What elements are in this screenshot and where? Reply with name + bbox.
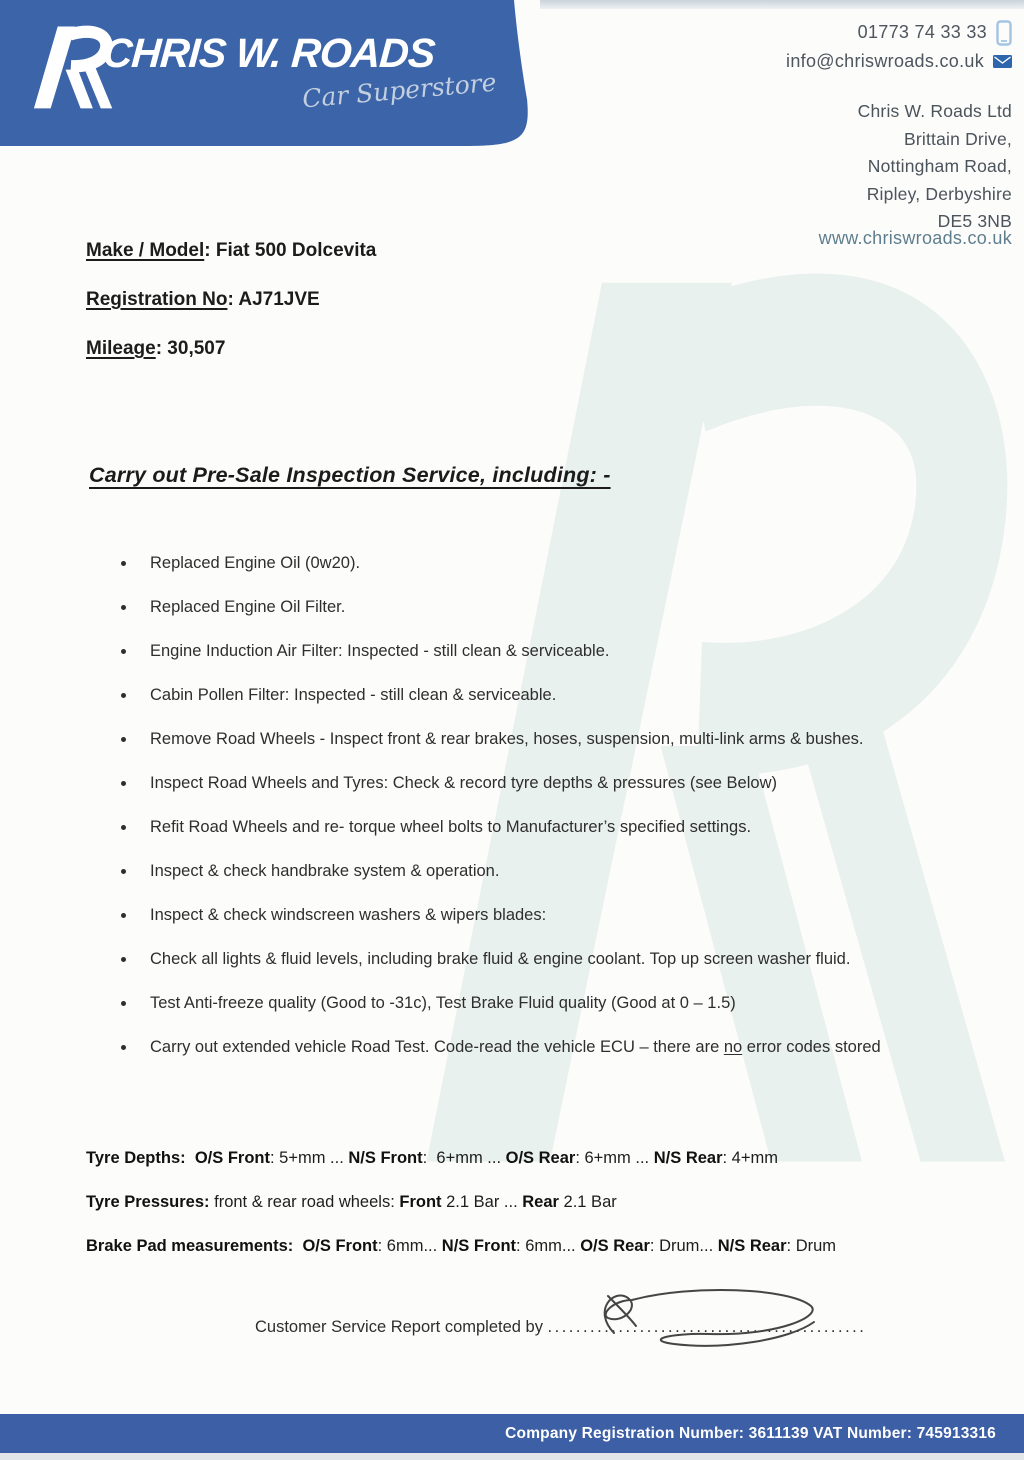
footer-bar xyxy=(0,1414,1024,1453)
list-item: Replaced Engine Oil Filter. xyxy=(118,597,998,618)
list-item: Cabin Pollen Filter: Inspected - still clean & serviceable. xyxy=(118,685,998,706)
inspection-list xyxy=(118,553,998,1081)
phone-number: 01773 74 33 33 xyxy=(857,22,987,42)
signature-caption: Customer Service Report completed by xyxy=(255,1318,548,1336)
list-item: Refit Road Wheels and re- torque wheel bolts to Manufacturer’s specified settings. xyxy=(118,817,998,838)
mileage-label: Mileage xyxy=(86,338,156,359)
vehicle-registration xyxy=(86,289,376,311)
company-name: Chris W. Roads Ltd xyxy=(857,101,1012,121)
tyre-pressures-line: Tyre Pressures: front & rear road wheels: Front 2.1 Bar ... Rear 2.1 Bar xyxy=(86,1193,617,1211)
website-url: www.chriswroads.co.uk xyxy=(818,228,1012,248)
company-registration-text: Company Registration Number: 3611139 VAT Number: 745913316 xyxy=(505,1424,996,1442)
tyre-depths-line: Tyre Depths: O/S Front: 5+mm ... N/S Front: 6+mm ... O/S Rear: 6+mm ... N/S Rear: 4+mm xyxy=(86,1149,778,1167)
scan-edge-bottom xyxy=(0,1453,1024,1460)
brand-name: CHRIS W. ROADS xyxy=(101,30,437,76)
brand-logo-icon xyxy=(26,20,114,114)
section-heading: Carry out Pre-Sale Inspection Service, including: - xyxy=(89,463,611,487)
mail-icon xyxy=(993,55,1012,68)
address-line: DE5 3NB xyxy=(937,211,1012,231)
list-item: Inspect & check handbrake system & operation. xyxy=(118,861,998,882)
vehicle-details xyxy=(86,240,376,387)
measurements-block xyxy=(86,1148,986,1280)
signature-scribble-icon xyxy=(572,1278,837,1358)
list-item: Check all lights & fluid levels, including brake fluid & engine coolant. Top up screen washer fluid. xyxy=(118,949,998,970)
make-model-label: Make / Model xyxy=(86,240,205,261)
list-item: Test Anti-freeze quality (Good to -31c), Test Brake Fluid quality (Good at 0 – 1.5) xyxy=(118,993,998,1014)
address-line: Ripley, Derbyshire xyxy=(866,183,1012,204)
make-model-value: : Fiat 500 Dolcevita xyxy=(204,240,377,261)
header-banner xyxy=(0,0,545,150)
scan-edge-top xyxy=(540,0,1024,9)
list-item: Replaced Engine Oil (0w20). xyxy=(118,553,998,574)
email-line xyxy=(786,47,1012,76)
brand-tagline: Car Superstore xyxy=(301,67,498,114)
list-item: Remove Road Wheels - Inspect front & rear brakes, hoses, suspension, multi-link arms & bushes. xyxy=(118,729,998,750)
company-address-block xyxy=(858,98,1012,236)
list-item: Inspect & check windscreen washers & wipers blades: xyxy=(118,905,998,926)
address-line: Nottingham Road, xyxy=(867,156,1012,176)
list-item: Inspect Road Wheels and Tyres: Check & record tyre depths & pressures (see Below) xyxy=(118,773,998,794)
signature-dots: ............................................. xyxy=(547,1318,867,1336)
email-address: info@chriswroads.co.uk xyxy=(786,51,984,71)
registration-label: Registration No xyxy=(86,289,228,310)
list-item: Engine Induction Air Filter: Inspected - still clean & serviceable. xyxy=(118,641,998,662)
list-item-ecu: Carry out extended vehicle Road Test. Code-read the vehicle ECU – there are no error codes stored xyxy=(118,1037,998,1058)
vehicle-make-model xyxy=(86,240,376,262)
mileage-value: : 30,507 xyxy=(155,338,226,359)
brake-pads-line: Brake Pad measurements: O/S Front: 6mm... N/S Front: 6mm... O/S Rear: Drum... N/S Rear: Drum xyxy=(86,1237,837,1255)
phone-line xyxy=(786,18,1012,47)
vehicle-mileage xyxy=(86,338,376,360)
registration-value: : AJ71JVE xyxy=(227,289,320,310)
phone-icon xyxy=(996,20,1012,46)
contact-block xyxy=(786,18,1012,76)
address-line: Brittain Drive, xyxy=(903,128,1012,149)
